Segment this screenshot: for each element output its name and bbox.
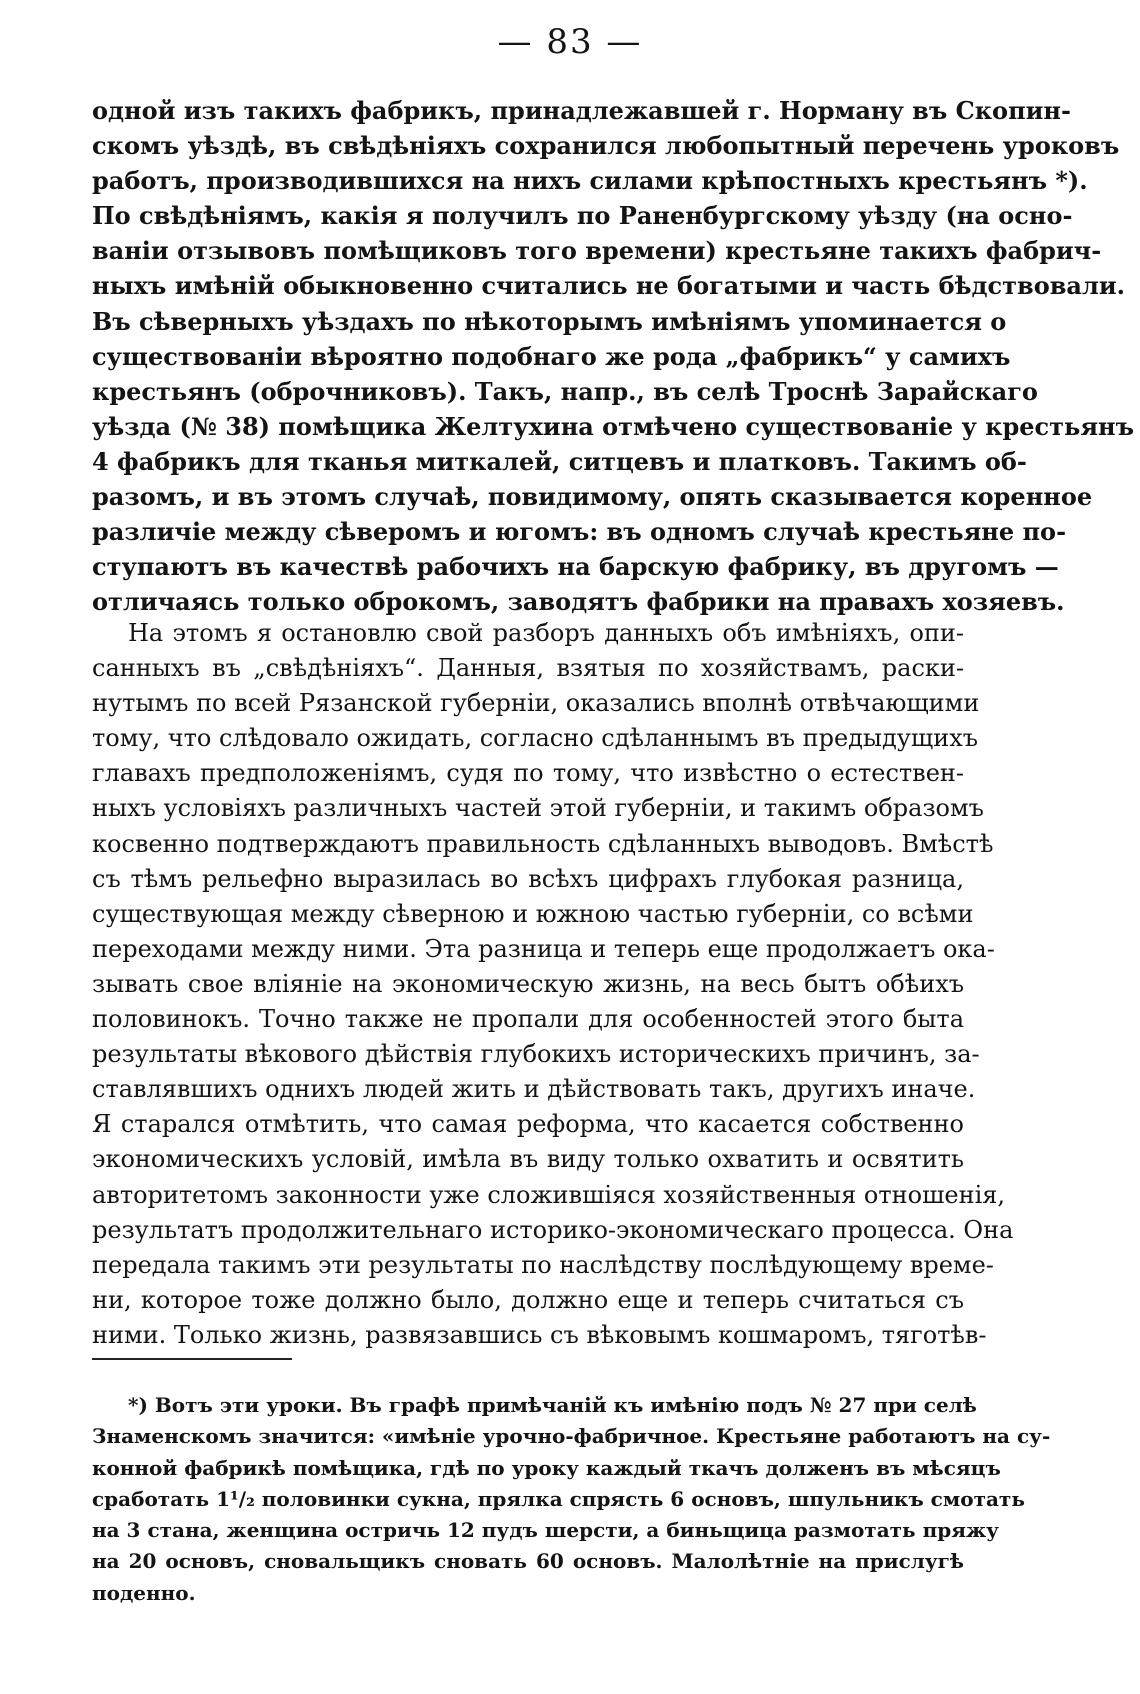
text-line: авторитетомъ законности уже сложившіяся хозяйственныя отношенія, <box>92 1180 1006 1209</box>
text-line: крестьянъ (оброчниковъ). Такъ, напр., въ селѣ Троснѣ Зарайскаго <box>92 376 1038 406</box>
footnote-line: поденно. <box>92 1580 196 1605</box>
text-line: санныхъ въ „свѣдѣніяхъ“. Данныя, взятыя по хозяйствамъ, раски- <box>92 654 964 683</box>
text-line: ступаютъ въ качествѣ рабочихъ на барскую фабрику, въ другомъ — <box>92 552 1059 582</box>
paragraph-continued <box>92 93 1135 619</box>
text-line: различіе между сѣверомъ и югомъ: въ одномъ случаѣ крестьяне по- <box>92 517 1067 547</box>
footnote-line: *) Вотъ эти уроки. Въ графѣ примѣчаній къ имѣнію подъ № 27 при селѣ <box>128 1393 977 1417</box>
text-line: 4 фабрикъ для тканья миткалей, ситцевъ и платковъ. Такимъ об- <box>92 446 1027 476</box>
footnote-line: на 3 стана, женщина остричь 12 пудъ шерсти, а биньщица размотать пряжу <box>92 1518 999 1543</box>
text-line: ни, которое тоже должно было, должно еще и теперь считаться съ <box>92 1285 964 1314</box>
text-line: главахъ предположеніямъ, судя по тому, что извѣстно о естествен- <box>92 759 964 788</box>
text-line: ныхъ имѣній обыкновенно считались не богатыми и часть бѣдствовали. <box>92 271 1126 301</box>
text-line: одной изъ такихъ фабрикъ, принадлежавшей г. Норману въ Скопин- <box>92 96 1071 125</box>
text-line: скомъ уѣздѣ, въ свѣдѣніяхъ сохранился любопытный перечень уроковъ <box>92 131 1120 161</box>
text-line: косвенно подтверждаютъ правильность сдѣланныхъ выводовъ. Вмѣстѣ <box>92 829 994 858</box>
text-line: ставлявшихъ однихъ людей жить и дѣйствовать такъ, другихъ иначе. <box>92 1075 976 1104</box>
text-line: существованіи вѣроятно подобнаго же рода „фабрикъ“ у самихъ <box>92 341 1011 371</box>
text-line: работъ, производившихся на нихъ силами крѣпостныхъ крестьянъ *). <box>92 166 1088 196</box>
text-line: разомъ, и въ этомъ случаѣ, повидимому, опять сказывается коренное <box>92 482 1093 512</box>
footnote-line: Знаменскомъ значится: «имѣніе урочно-фабричное. Крестьяне работаютъ на су- <box>92 1424 1051 1449</box>
footnote-line: конной фабрикѣ помѣщика, гдѣ по уроку каждый ткачъ долженъ въ мѣсяцъ <box>92 1455 1001 1480</box>
text-line: Я старался отмѣтить, что самая реформа, что касается собственно <box>92 1110 964 1139</box>
footnote <box>92 1390 1051 1609</box>
text-line: передала такимъ эти результаты по наслѣдству послѣдующему време- <box>92 1250 994 1279</box>
text-line: съ тѣмъ рельефно выразилась во всѣхъ цифрахъ глубокая разница, <box>92 864 964 893</box>
text-line: уѣзда (№ 38) помѣщика Желтухина отмѣчено существованіе у крестьянъ <box>92 411 1135 441</box>
paragraph <box>92 616 1014 1353</box>
text-line: нутымъ по всей Рязанской губерніи, оказались вполнѣ отвѣчающими <box>92 689 980 718</box>
text-line: существующая между сѣверною и южною частью губерніи, со всѣми <box>92 899 974 928</box>
page-number: — 83 — <box>497 22 643 62</box>
footnote-line: на 20 основъ, сновальщикъ сновать 60 основъ. Малолѣтніе на прислугѣ <box>92 1549 964 1574</box>
text-line: экономическихъ условій, имѣла въ виду только охватить и освятить <box>92 1145 964 1174</box>
text-line: ваніи отзывовъ помѣщиковъ того времени) крестьяне такихъ фабрич- <box>92 236 1102 266</box>
text-line: отличаясь только оброкомъ, заводятъ фабрики на правахъ хозяевъ. <box>92 587 1065 617</box>
text-line: переходами между ними. Эта разница и теперь еще продолжаетъ ока- <box>92 934 995 963</box>
text-line: результаты вѣкового дѣйствія глубокихъ историческихъ причинъ, за- <box>92 1040 980 1069</box>
text-line: По свѣдѣніямъ, какія я получилъ по Раненбургскому уѣзду (на осно- <box>92 201 1073 231</box>
footnote-divider <box>92 1358 292 1360</box>
text-line: половинокъ. Точно также не пропали для особенностей этого быта <box>92 1005 964 1034</box>
text-line: результатъ продолжительнаго историко-экономическаго процесса. Она <box>92 1215 1014 1244</box>
text-line: На этомъ я остановлю свой разборъ данныхъ объ имѣніяхъ, опи- <box>128 619 964 647</box>
text-line: тому, что слѣдовало ожидать, согласно сдѣланнымъ въ предыдущихъ <box>92 724 979 753</box>
text-line: Въ сѣверныхъ уѣздахъ по нѣкоторымъ имѣніямъ упоминается о <box>92 306 1007 336</box>
text-line: зывать свое вліяніе на экономическую жизнь, на весь бытъ обѣихъ <box>92 969 964 998</box>
text-line: ними. Только жизнь, развязавшись съ вѣковымъ кошмаромъ, тяготѣв- <box>92 1320 987 1349</box>
footnote-line: сработать 1¹/₂ половинки сукна, прялка спрясть 6 основъ, шпульникъ смотать <box>92 1486 1025 1511</box>
text-line: ныхъ условіяхъ различныхъ частей этой губерніи, и такимъ образомъ <box>92 794 984 823</box>
